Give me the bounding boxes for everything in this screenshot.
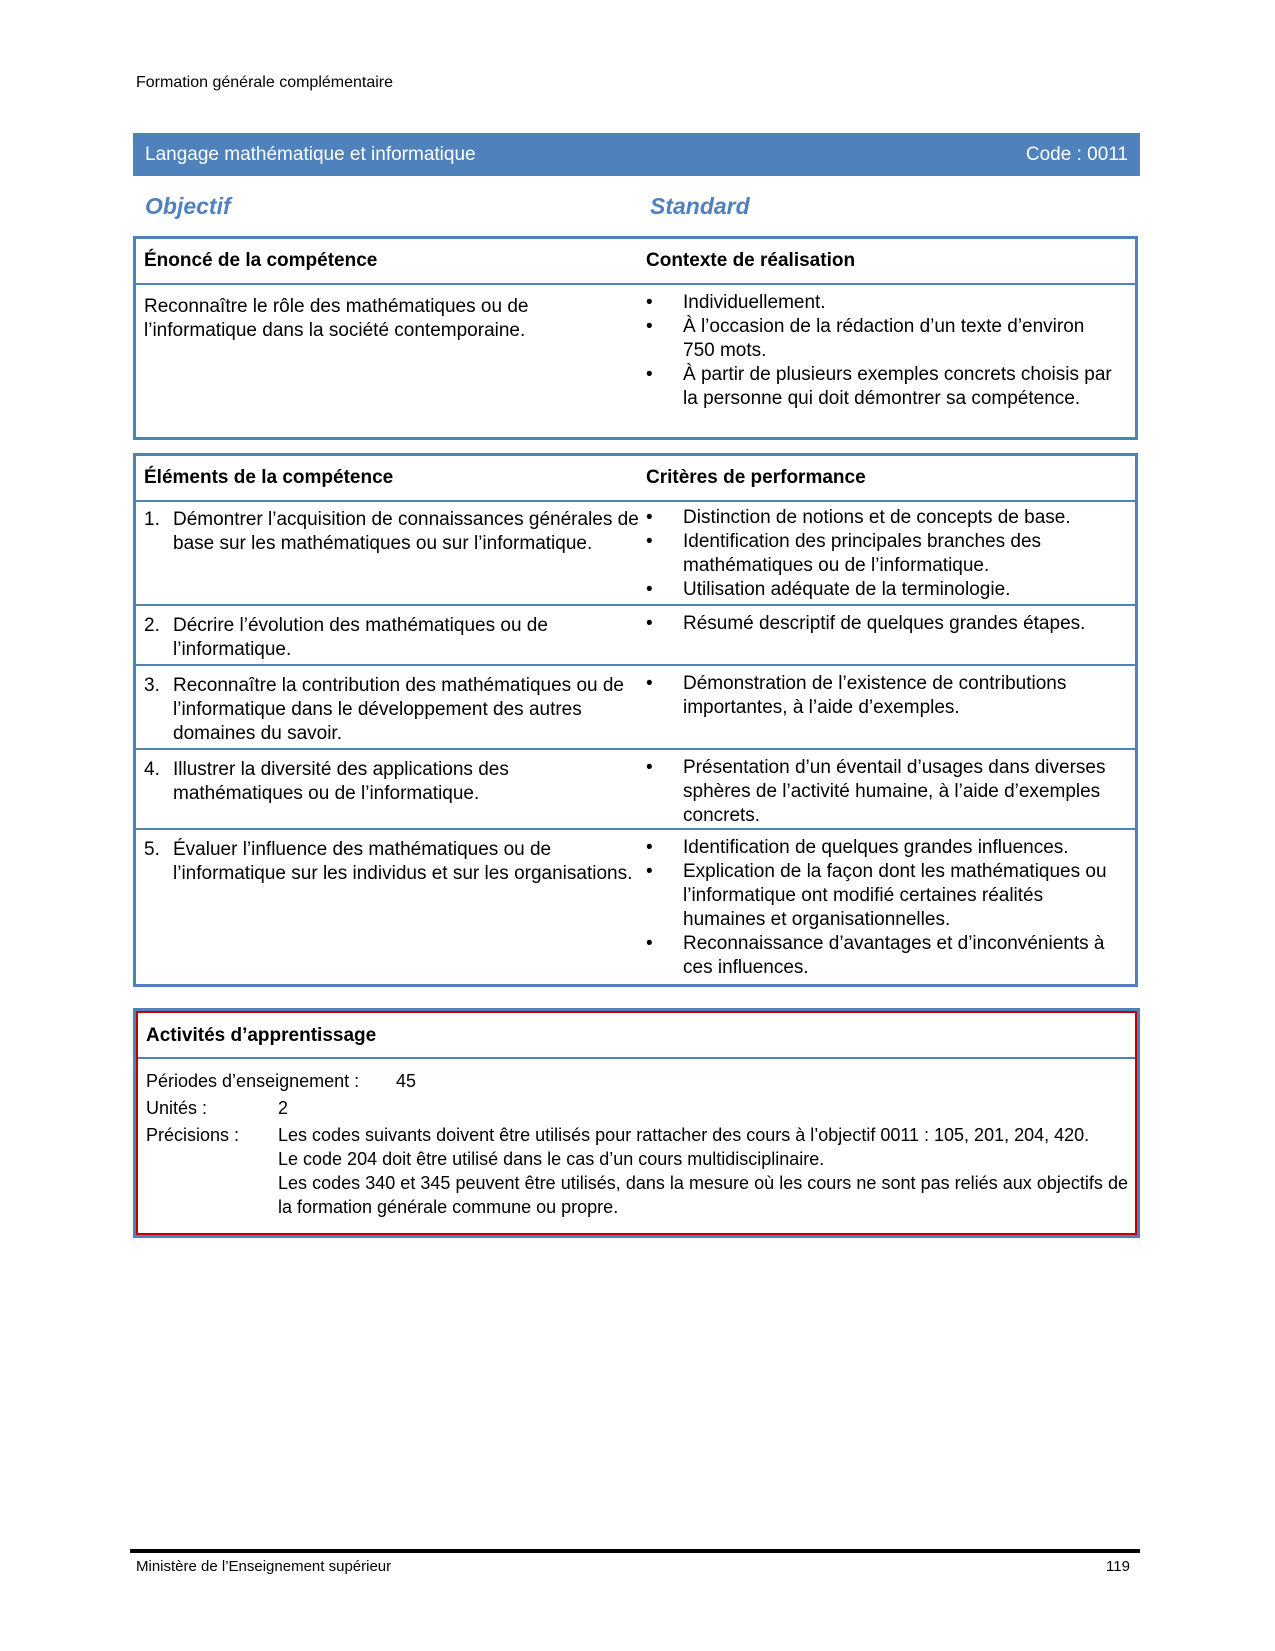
course-code: Code : 0011	[1025, 143, 1128, 165]
activities-inner	[136, 1011, 1137, 1235]
competence-table	[133, 236, 1138, 440]
criterion-item: • Présentation d’un éventail d’usages dans diverses sphères de l’activité humaine, à l’aide d’exemples concrets.	[646, 756, 1116, 828]
activities-divider	[138, 1057, 1135, 1059]
course-title: Langage mathématique et informatique	[145, 143, 476, 165]
criterion-item: • Identification de quelques grandes influences.	[646, 836, 1121, 860]
element-number: 5.	[144, 839, 160, 860]
contexte-header: Contexte de réalisation	[646, 250, 856, 271]
page-number: 119	[1106, 1558, 1130, 1575]
element-text: 3. Reconnaître la contribution des mathématiques ou de l’informatique dans le développement des autres domaines du savoir.	[144, 675, 624, 744]
criterion-item: • Reconnaissance d’avantages et d’inconvénients à ces influences.	[646, 932, 1121, 980]
competence-statement: Reconnaître le rôle des mathématiques ou de l’informatique dans la société contemporaine.	[144, 296, 529, 341]
element-text: 4. Illustrer la diversité des applications des mathématiques ou de l’informatique.	[144, 759, 509, 804]
activities-title: Activités d’apprentissage	[146, 1025, 377, 1046]
units-label: Unités :	[146, 1098, 208, 1118]
context-item: • Individuellement.	[646, 291, 1116, 315]
precisions-text	[278, 1123, 1128, 1219]
criterion-item: • Démonstration de l’existence de contributions importantes, à l’aide d’exemples.	[646, 672, 1116, 720]
element-row	[136, 500, 1135, 606]
criterion-item: • Identification des principales branches des mathématiques ou de l’informatique.	[646, 530, 1116, 578]
objectif-heading: Objectif	[145, 193, 231, 219]
elements-table-header	[136, 456, 1135, 502]
precision-item: Les codes suivants doivent être utilisés pour rattacher des cours à l’objectif 0011 : 105, 201, 204, 420.	[278, 1125, 1090, 1145]
criteres-header: Critères de performance	[646, 467, 866, 488]
competence-table-header	[136, 239, 1135, 285]
activities-box	[133, 1008, 1140, 1238]
element-number: 4.	[144, 759, 160, 780]
element-row	[136, 606, 1135, 666]
precision-item: Les codes 340 et 345 peuvent être utilisés, dans la mesure où les cours ne sont pas reliés aux objectifs de la formation générale commune ou propre.	[278, 1173, 1128, 1217]
element-number: 3.	[144, 675, 160, 696]
periods-label: Périodes d’enseignement :	[146, 1071, 360, 1091]
criterion-item: • Distinction de notions et de concepts de base.	[646, 506, 1116, 530]
context-item: • À partir de plusieurs exemples concrets choisis par la personne qui doit démontrer sa compétence.	[646, 363, 1116, 411]
element-row	[136, 750, 1135, 830]
criterion-item: • Utilisation adéquate de la terminologie.	[646, 578, 1116, 602]
element-text: 1. Démontrer l’acquisition de connaissances générales de base sur les mathématiques ou sur l’informatique.	[144, 509, 639, 554]
precision-item: Le code 204 doit être utilisé dans le cas d’un cours multidisciplinaire.	[278, 1149, 825, 1169]
standard-heading: Standard	[650, 193, 750, 219]
enonce-header: Énoncé de la compétence	[144, 250, 378, 271]
running-header: Formation générale complémentaire	[136, 74, 394, 91]
periods-value: 45	[396, 1071, 417, 1091]
units-value: 2	[278, 1098, 289, 1118]
element-row	[136, 830, 1135, 984]
elements-table	[133, 453, 1138, 987]
element-text: 2. Décrire l’évolution des mathématiques ou de l’informatique.	[144, 615, 548, 660]
element-text: 5. Évaluer l’influence des mathématiques ou de l’informatique sur les individus et sur les organisations.	[144, 839, 633, 884]
context-item: • À l’occasion de la rédaction d’un texte d’environ 750 mots.	[646, 315, 1116, 363]
precisions-label: Précisions :	[146, 1125, 240, 1145]
element-number: 2.	[144, 615, 160, 636]
footer-rule	[130, 1549, 1140, 1553]
elements-header: Éléments de la compétence	[144, 467, 394, 488]
criterion-item: • Explication de la façon dont les mathématiques ou l’informatique ont modifié certaines réalités humaines et organisationnelles.	[646, 860, 1121, 932]
element-row	[136, 666, 1135, 750]
footer-ministry: Ministère de l’Enseignement supérieur	[136, 1558, 392, 1575]
element-number: 1.	[144, 509, 160, 530]
criterion-item: • Résumé descriptif de quelques grandes étapes.	[646, 612, 1116, 636]
course-title-bar	[133, 133, 1140, 176]
